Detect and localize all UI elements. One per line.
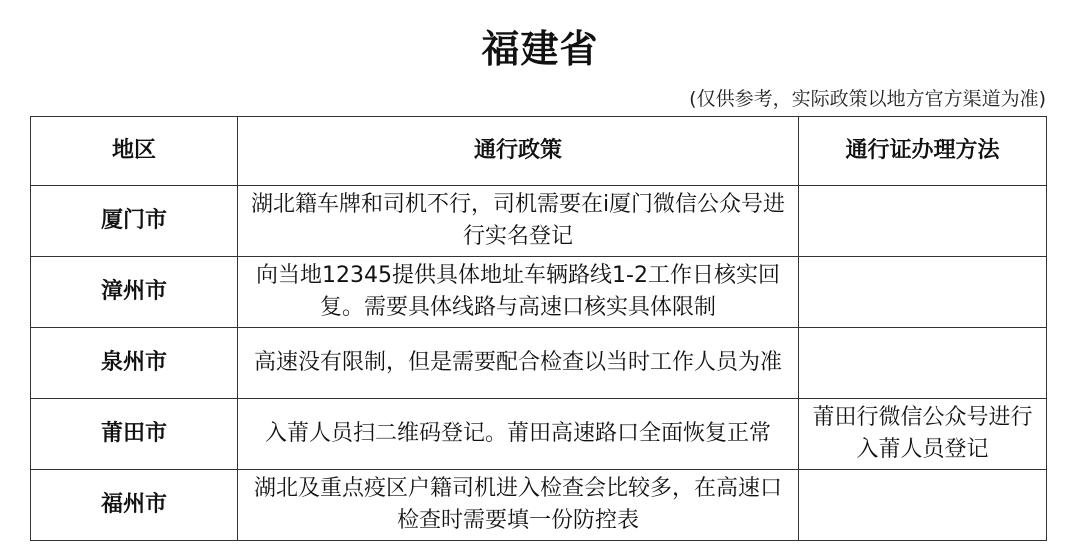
permit-cell	[799, 186, 1047, 257]
header-region: 地区	[31, 117, 238, 186]
region-cell: 漳州市	[31, 257, 238, 328]
table-row	[31, 470, 1047, 541]
table-row	[31, 399, 1047, 470]
table-row	[31, 186, 1047, 257]
permit-cell	[799, 257, 1047, 328]
policy-cell: 入莆人员扫二维码登记。莆田高速路口全面恢复正常	[238, 399, 799, 470]
policy-table	[30, 116, 1047, 541]
permit-cell: 莆田行微信公众号进行入莆人员登记	[799, 399, 1047, 470]
region-cell: 厦门市	[31, 186, 238, 257]
region-cell: 莆田市	[31, 399, 238, 470]
policy-cell: 湖北及重点疫区户籍司机进入检查会比较多，在高速口检查时需要填一份防控表	[238, 470, 799, 541]
header-permit: 通行证办理方法	[799, 117, 1047, 186]
table-row	[31, 257, 1047, 328]
permit-cell	[799, 328, 1047, 399]
page-title: 福建省	[481, 27, 599, 71]
policy-cell: 向当地12345提供具体地址车辆路线1-2工作日核实回复。需要具体线路与高速口核实具体限制	[238, 257, 799, 328]
policy-cell: 湖北籍车牌和司机不行，司机需要在i厦门微信公众号进行实名登记	[238, 186, 799, 257]
disclaimer-note: (仅供参考，实际政策以地方官方渠道为准)	[689, 88, 1046, 110]
region-cell: 福州市	[31, 470, 238, 541]
header-policy: 通行政策	[238, 117, 799, 186]
region-cell: 泉州市	[31, 328, 238, 399]
table-row	[31, 328, 1047, 399]
permit-cell	[799, 470, 1047, 541]
policy-cell: 高速没有限制，但是需要配合检查以当时工作人员为准	[238, 328, 799, 399]
table-header-row	[31, 117, 1047, 186]
